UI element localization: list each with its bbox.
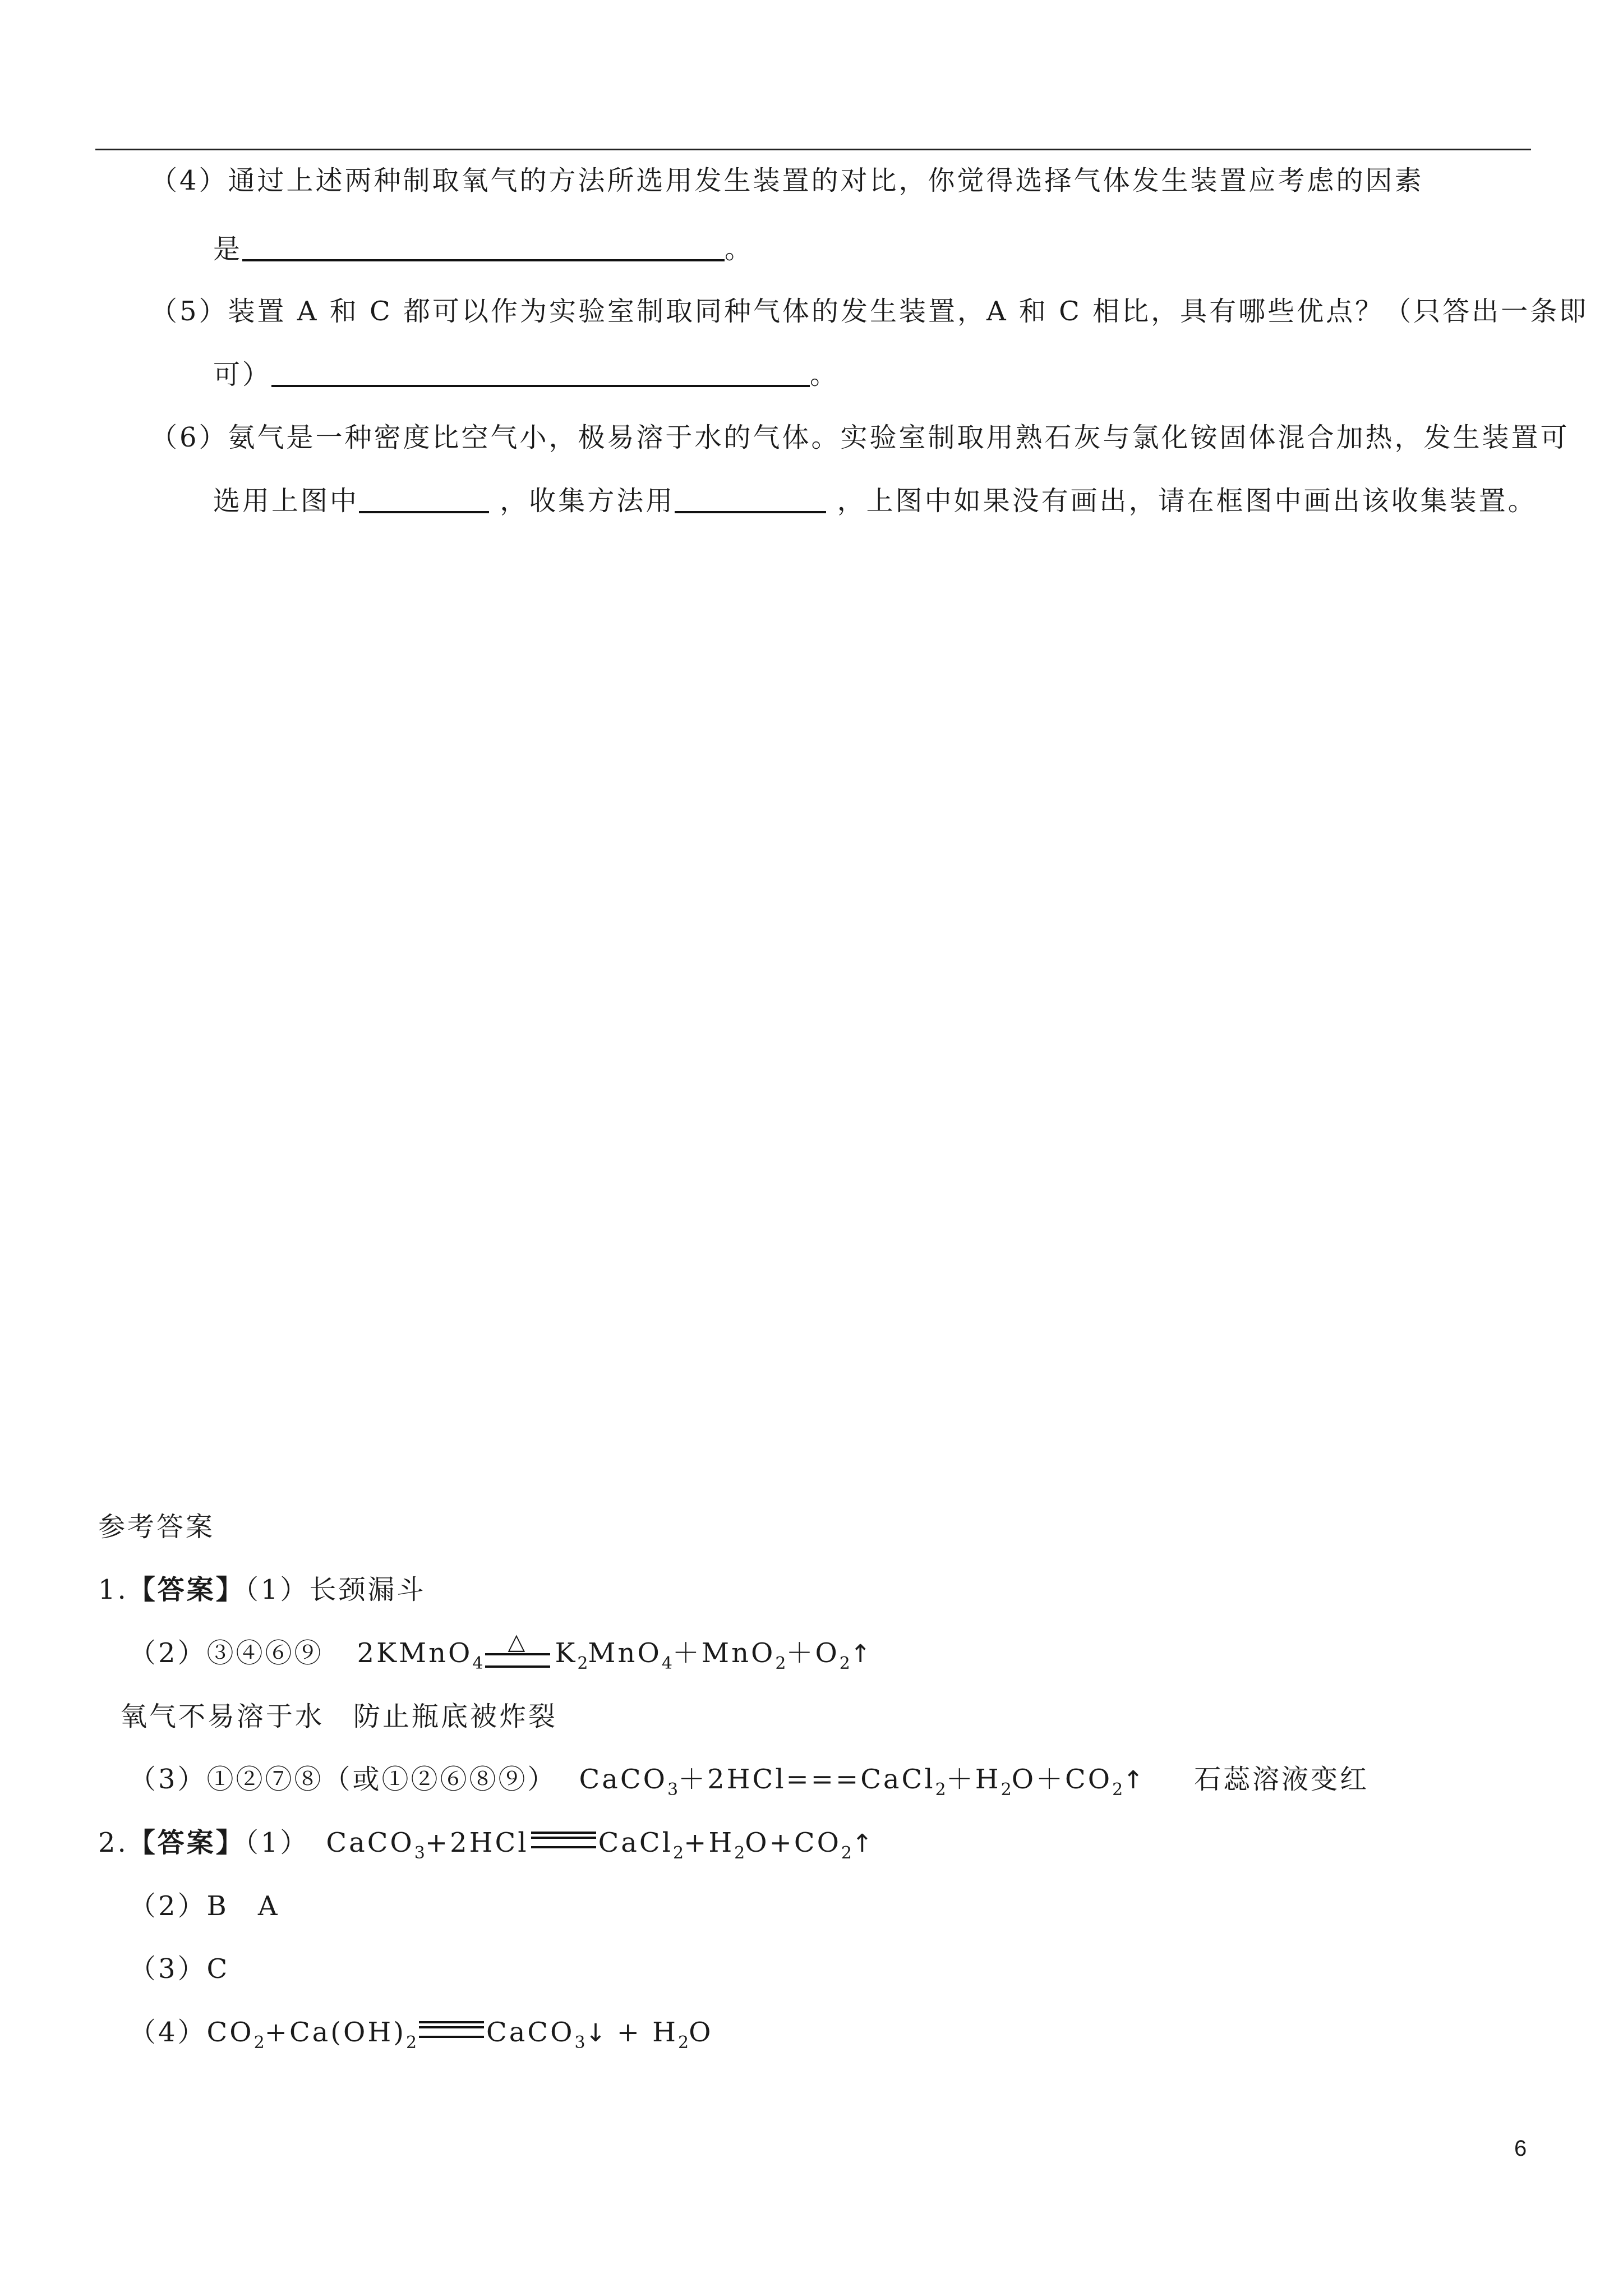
answer2-number: 2. [98,1827,128,1858]
answer1-number: 1. [98,1574,128,1605]
co2-formula: O+CO [745,1827,841,1858]
page-number: 6 [1514,2136,1527,2161]
q4-line2 [213,231,754,267]
h2o-tail: O [689,2017,713,2048]
h2o-formula: + H [606,2017,679,2048]
q5-suffix: 。 [810,359,840,390]
o2-subscript: 2 [839,1654,850,1673]
q5-line2 [213,357,839,393]
q4-answer-blank[interactable] [242,234,725,261]
h2o-subscript: 2 [678,2033,689,2053]
q5-prefix: 可） [213,359,272,390]
co2-formula: O＋CO [1011,1764,1113,1795]
h2o-formula: +H [684,1827,735,1858]
answer1-part3-label: （3）①②⑦⑧（或①②⑥⑧⑨） [129,1764,557,1795]
k2mno4-o-subscript: 4 [661,1654,672,1673]
h2o-subscript: 2 [1000,1780,1012,1800]
q6-text-a: 选用上图中 [213,485,359,517]
gas-up-arrow: ↑ [850,1640,871,1668]
mno2-formula: ＋MnO [672,1637,776,1669]
answers-title: 参考答案 [98,1511,215,1543]
hcl-formula: +2HCl [425,1827,529,1858]
q4-prefix: 是 [213,233,243,265]
answer1-part2 [129,1629,871,1675]
q6-line1: （6）氨气是一种密度比空气小，极易溶于水的气体。实验室制取用熟石灰与氯化铵固体混合加热，发生装置可 [150,422,1570,453]
gas-up-arrow: ↑ [852,1829,873,1858]
header-rule [95,149,1531,150]
q6-text-c: ，上图中如果没有画出，请在框图中画出该收集装置。 [837,485,1537,517]
q6-text-b: ，收集方法用 [500,485,675,517]
kmno4-subscript: 4 [472,1654,483,1673]
answer1-part1: （1）长颈漏斗 [245,1574,426,1605]
answer2-tag: 【答案】 [128,1827,245,1858]
cacl2-subscript: 2 [935,1780,946,1800]
caco3-formula: CaCO [579,1764,667,1795]
h2o-formula: ＋H [946,1764,1001,1795]
precipitate-down-arrow: ↓ [585,2019,606,2047]
caoh2-subscript: 2 [405,2033,417,2053]
answer2-part4-label: （4） [129,2017,207,2048]
answer2-part1-label: （1） [245,1827,310,1858]
co2-subscript: 2 [841,1843,852,1863]
answer1-part2-label: （2）③④⑥⑨ [129,1637,324,1669]
q6-device-blank[interactable] [359,486,489,513]
k2mno4-k: K [555,1637,578,1669]
q5-line1: （5）装置 A 和 C 都可以作为实验室制取同种气体的发生装置，A 和 C 相比，具有哪些优点？（只答出一条即 [150,296,1589,327]
q4-line1: （4）通过上述两种制取氧气的方法所选用发生装置的对比，你觉得选择气体发生装置应考虑的因素 [150,165,1424,196]
equals-bars [531,1832,596,1848]
k2mno4-mno: MnO [588,1637,662,1669]
answer2-part2: （2）B A [129,1890,280,1922]
equals-bars [419,2021,484,2038]
caoh2-formula: +Ca(OH) [264,2017,406,2048]
k2mno4-k-subscript: 2 [577,1654,588,1673]
q6-method-blank[interactable] [675,486,826,513]
gas-up-arrow: ↑ [1123,1766,1144,1795]
caco3-subscript: 3 [414,1843,425,1863]
co2-subscript: 2 [253,2033,265,2053]
caco3-formula: CaCO [486,2017,575,2048]
co2-formula: CO [206,2017,254,2048]
cacl2-formula: CaCl [598,1827,673,1858]
answer1-header [98,1572,426,1608]
h2o-subscript: 2 [734,1843,745,1863]
answer2-part1 [98,1825,873,1865]
co2-subscript: 2 [1112,1780,1123,1800]
answer1-part2b: 氧气不易溶于水 防止瓶底被炸裂 [120,1701,558,1732]
answer1-part3 [129,1761,1369,1801]
answer2-part3: （3）C [129,1953,230,1985]
cacl2-subscript: 2 [673,1843,684,1863]
answer1-tag: 【答案】 [128,1574,245,1605]
answer1-part3-tail: 石蕊溶液变红 [1194,1764,1370,1795]
mno2-subscript: 2 [775,1654,786,1673]
q6-line2 [213,483,1537,519]
caco3-subscript: 3 [574,2033,585,2053]
heat-delta-symbol: △ [508,1629,528,1655]
answer2-part4 [129,2014,713,2054]
o2-formula: ＋O [786,1637,840,1669]
heating-condition-sign [485,1629,552,1671]
caco3-subscript: 3 [667,1780,679,1800]
q5-answer-blank[interactable] [271,360,810,387]
caco3-formula: CaCO [326,1827,414,1858]
equals-bars [485,1653,550,1668]
hcl-cacl2-formula: ＋2HCl===CaCl [678,1764,935,1795]
q4-suffix: 。 [725,233,754,265]
kmno4-formula: 2KMnO [357,1637,473,1669]
